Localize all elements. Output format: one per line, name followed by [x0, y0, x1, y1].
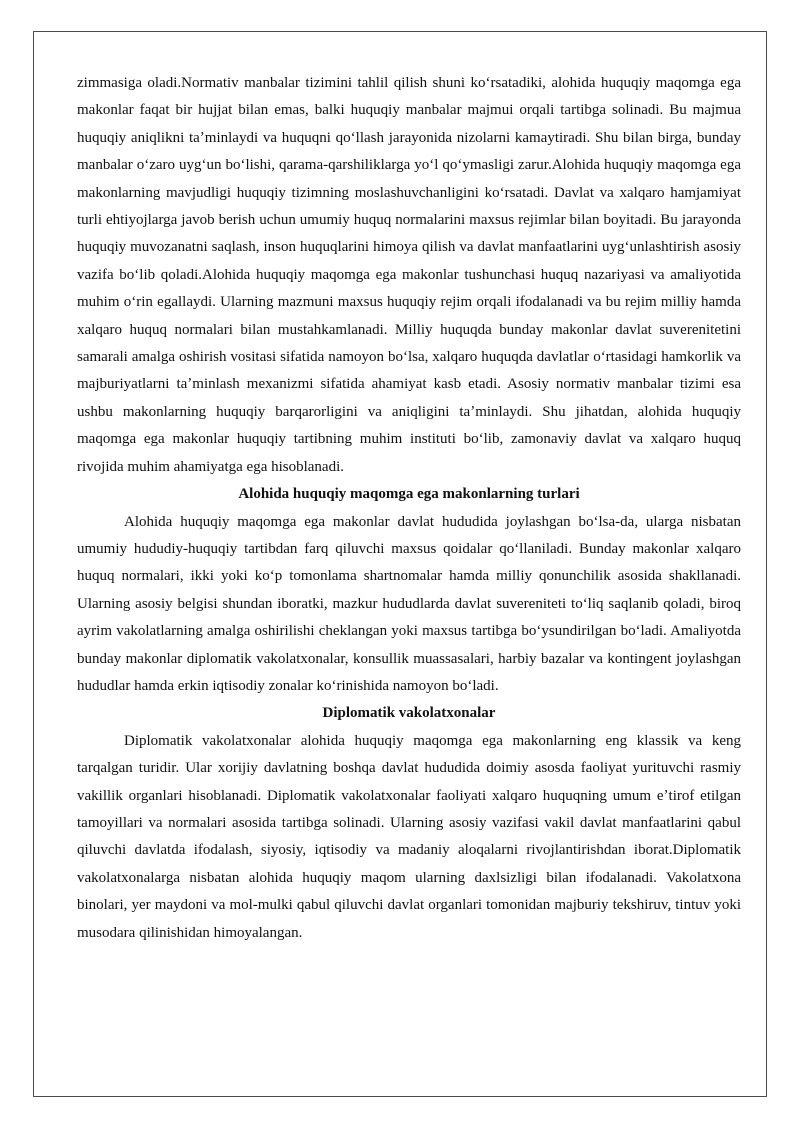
- body-paragraph-diplomatic-missions: Diplomatik vakolatxonalar alohida huquqiy maqomga ega makonlarning eng klassik va keng tarqalgan turidir. Ular xorijiy davlatning boshqa davlat hududida doimiy asosda faoliyat yurituvchi rasmiy vakillik organlari hisoblanadi. Diplomatik vakolatxonalar faoliyati xalqaro huquqning umum eʼtirof etilgan tamoyillari va normalari asosida tartibga solinadi. Ularning asosiy vazifasi vakil davlat manfaatlarini qabul qiluvchi davlatda ifodalash, siyosiy, iqtisodiy va madaniy aloqalarni rivojlantirishdan iborat.Diplomatik vakolatxonalarga nisbatan alohida huquqiy maqom ularning daxlsizligi bilan ifodalanadi. Vakolatxona binolari, yer maydoni va mol-mulki qabul qiluvchi davlat organlari tomonidan majburiy tekshiruv, tintuv yoki musodara qilinishidan himoyalangan.: [77, 732, 741, 941]
- body-paragraph-types: Alohida huquqiy maqomga ega makonlar davlat hududida joylashgan boʻlsa-da, ularga nisbatan umumiy hududiy-huquqiy tartibdan farq qiluvchi maxsus qoidalar qoʻllaniladi. Bunday makonlar xalqaro huquq normalari, ikki yoki koʻp tomonlama shartnomalar hamda milliy qonunchilik asosida shakllanadi. Ularning asosiy belgisi shundan iboratki, mazkur hududlarda davlat suvereniteti toʻliq saqlanib qoladi, biroq ayrim vakolatlarning amalga oshirilishi cheklangan yoki maxsus tartibga boʻysundirilgan boʻladi. Amaliyotda bunday makonlar diplomatik vakolatxonalar, konsullik muassasalari, harbiy bazalar va kontingent joylashgan hududlar hamda erkin iqtisodiy zonalar koʻrinishida namoyon boʻladi.: [77, 513, 741, 694]
- document-body: [77, 70, 741, 947]
- section-heading-types: Alohida huquqiy maqomga ega makonlarning turlari: [238, 486, 580, 503]
- section-heading-diplomatic-missions: Diplomatik vakolatxonalar: [322, 705, 496, 722]
- body-paragraph-continuation: zimmasiga oladi.Normativ manbalar tizimini tahlil qilish shuni koʻrsatadiki, alohida huquqiy maqomga ega makonlar faqat bir hujjat bilan emas, balki huquqiy manbalar majmui orqali tartibga solinadi. Bu majmua huquqiy aniqlikni taʼminlaydi va huquqni qoʻllash jarayonida nizolarni kamaytiradi. Shu bilan birga, bunday manbalar oʻzaro uygʻun boʻlishi, qarama-qarshiliklarga yoʻl qoʻymasligi zarur.Alohida huquqiy maqomga ega makonlarning mavjudligi huquqiy tizimning moslashuvchanligini koʻrsatadi. Davlat va xalqaro hamjamiyat turli ehtiyojlarga javob berish uchun umumiy huquq normalarini maxsus rejimlar bilan boyitadi. Bu jarayonda huquqiy muvozanatni saqlash, inson huquqlarini himoya qilish va davlat manfaatlarini uygʻunlashtirish asosiy vazifa boʻlib qoladi.Alohida huquqiy maqomga ega makonlar tushunchasi huquq nazariyasi va amaliyotida muhim oʻrin egallaydi. Ularning mazmuni maxsus huquqiy rejim orqali ifodalanadi va bu rejim milliy hamda xalqaro huquq normalari bilan mustahkamlanadi. Milliy huquqda bunday makonlar davlat suverenitetini samarali amalga oshirish vositasi sifatida namoyon boʻlsa, xalqaro huquqda davlatlar oʻrtasidagi hamkorlik va majburiyatlarni taʼminlash mexanizmi sifatida ahamiyat kasb etadi. Asosiy normativ manbalar tizimi esa ushbu makonlarning huquqiy barqarorligini va aniqligini taʼminlaydi. Shu jihatdan, alohida huquqiy maqomga ega makonlar huquqiy tartibning muhim instituti boʻlib, zamonaviy davlat va xalqaro huquq rivojida muhim ahamiyatga ega hisoblanadi.: [77, 75, 741, 475]
